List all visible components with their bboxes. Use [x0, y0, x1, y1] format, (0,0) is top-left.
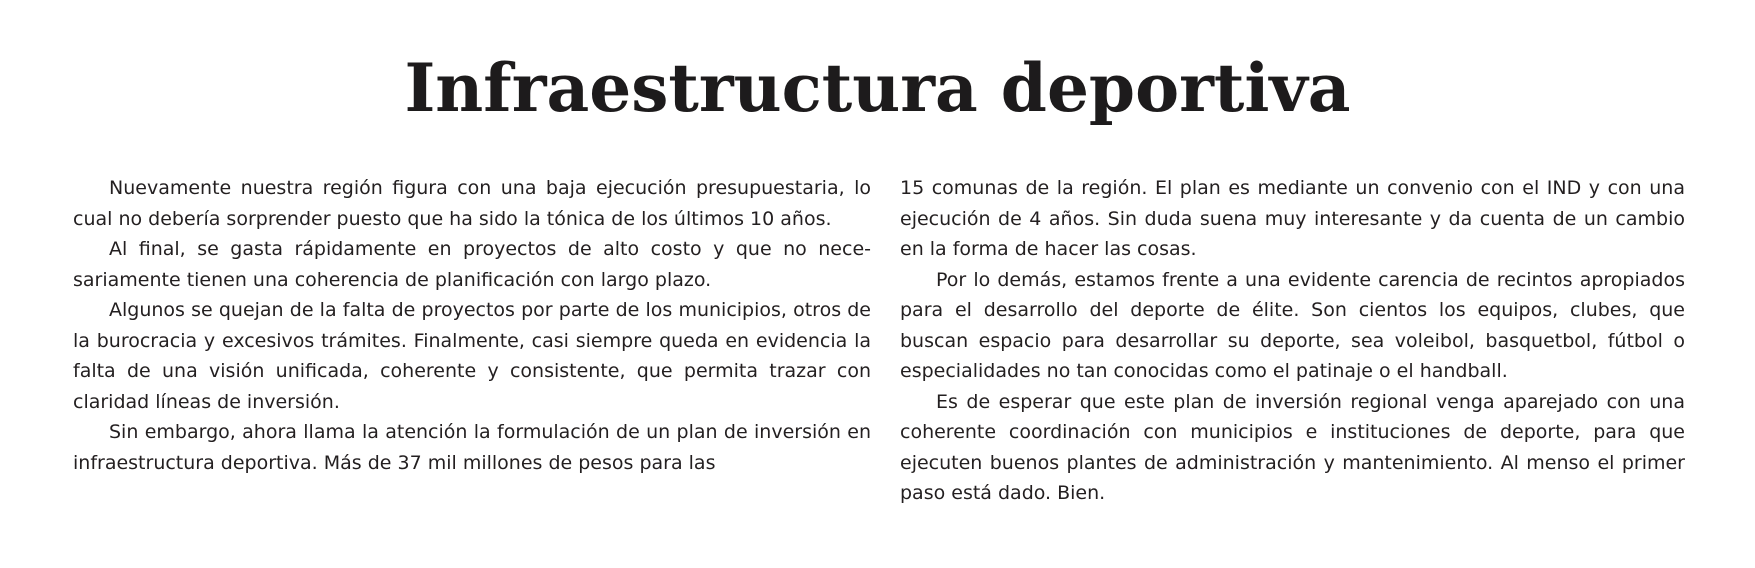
- paragraph-continued: 15 comunas de la región. El plan es mediante un convenio con el IND y con una ejecución de 4 años. Sin duda suena muy interesante y da cuenta de un cambio en la forma de hacer las cosas.: [900, 177, 1685, 260]
- paragraph: Por lo demás, estamos frente a una evidente carencia de recintos apropiados para el desarrollo del deporte de élite. Son cientos los equipos, clubes, que buscan espacio para desarrollar su deporte, sea voleibol, basquetbol, fútbol o especialidades no tan conocidas como el patinaje o el handball.: [900, 268, 1685, 382]
- paragraph: Algunos se quejan de la falta de proyectos por parte de los municipios, otros de la burocracia y excesivos trámites. Finalmente, casi siempre queda en evidencia la falta de una visión unificada, coherente y consistente, que permita trazar con claridad líneas de inversión.: [73, 299, 871, 413]
- paragraph: Al final, se gasta rápidamente en proyectos de alto costo y que no necesariamente tienen una coherencia de planificación con largo plazo.: [73, 238, 871, 291]
- article-headline: Infraestructura deportiva: [404, 49, 1351, 127]
- article-column-right: [900, 173, 1685, 509]
- paragraph: Nuevamente nuestra región figura con una baja ejecución presupuestaria, lo cual no debería sorprender puesto que ha sido la tónica de los últimos 10 años.: [73, 177, 871, 230]
- paragraph: Es de esperar que este plan de inversión regional venga aparejado con una coherente coordinación con municipios e instituciones de deporte, para que ejecuten buenos plantes de administración y mantenimiento. Al menso el primer paso está dado. Bien.: [900, 390, 1685, 504]
- article-column-left: [73, 173, 871, 478]
- paragraph: Sin embargo, ahora llama la atención la formulación de un plan de inversión en infraestructura deportiva. Más de 37 mil millones de pesos para las: [73, 421, 871, 474]
